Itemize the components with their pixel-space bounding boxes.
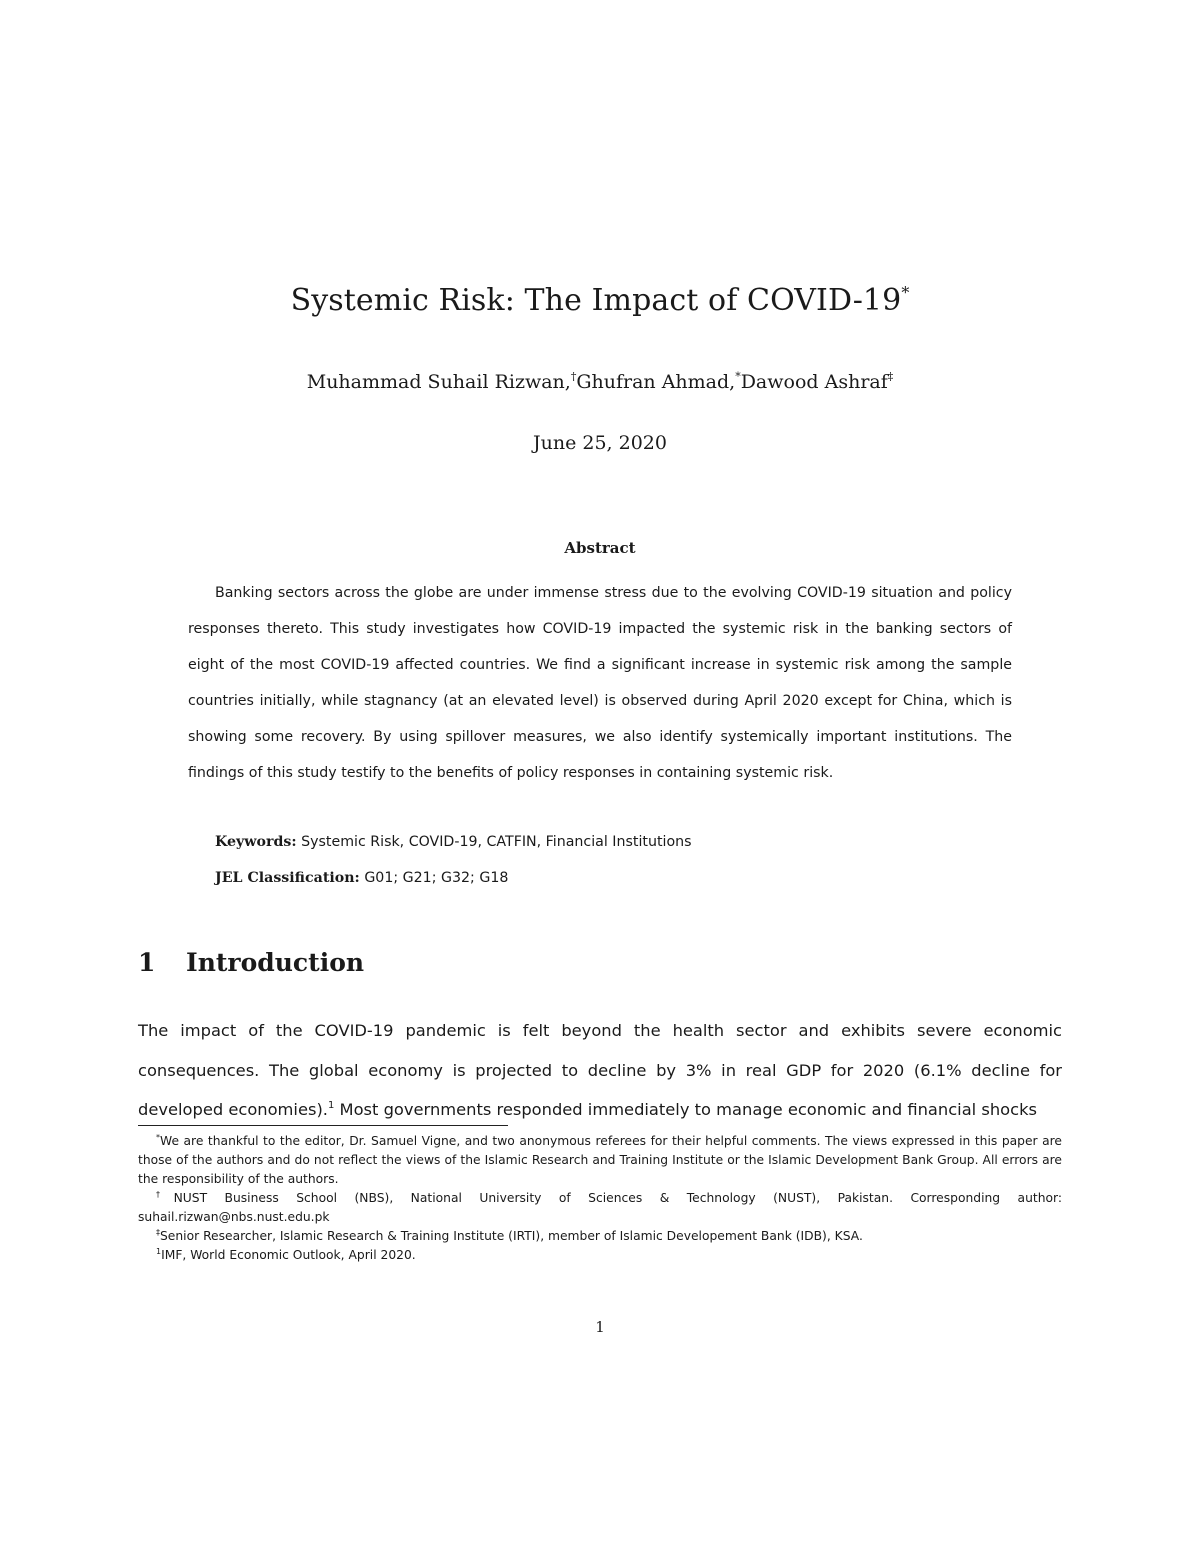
author-mark: ‡ (887, 370, 894, 383)
footnote-text: NUST Business School (NBS), National University of Sciences & Technology (NUST), Pakistan. Corresponding author: suhail.rizwan@nbs.nust.edu.pk (138, 1191, 1063, 1224)
footnote (138, 1227, 1062, 1246)
footnote-mark: * (156, 1133, 160, 1142)
author-list (0, 370, 1200, 393)
jel-label: JEL Classification: (215, 870, 360, 886)
intro-text: The impact of the COVID-19 pandemic is felt beyond the health sector and exhibits severe economic consequences. The global economy is projected to decline by 3% in real GDP for 2020 (6.1% decline for developed economies). (138, 1021, 1062, 1119)
footnote-mark: 1 (156, 1247, 162, 1256)
author-name: Muhammad Suhail Rizwan, (306, 371, 571, 393)
intro-text-continued: Most governments responded immediately to manage economic and financial shocks (334, 1100, 1037, 1119)
author-mark: † (570, 370, 577, 383)
footnote-rule (138, 1125, 508, 1126)
footnote-text: We are thankful to the editor, Dr. Samuel Vigne, and two anonymous referees for their helpful comments. The views expressed in this paper are those of the authors and do not reflect the views of the Islamic Research and Training Institute or the Islamic Development Bank Group. All errors are the responsibility of the authors. (138, 1134, 1062, 1186)
intro-paragraph (138, 1011, 1062, 1130)
footnote (138, 1189, 1062, 1227)
title-text: Systemic Risk: The Impact of COVID-19 (290, 283, 902, 318)
author-name: Ghufran Ahmad, (576, 371, 736, 393)
author-mark: * (735, 370, 741, 383)
footnote (138, 1132, 1062, 1189)
section-number: 1 (138, 948, 156, 977)
keywords-line (215, 834, 1015, 850)
title-footnote-mark: * (901, 283, 910, 302)
paper-title (0, 283, 1200, 318)
abstract-heading: Abstract (564, 539, 636, 557)
abstract-text: Banking sectors across the globe are under immense stress due to the evolving COVID-19 situation and policy responses thereto. This study investigates how COVID-19 impacted the systemic risk in the banking sectors of eight of the most COVID-19 affected countries. We find a significant increase in systemic risk among the sample countries initially, while stagnancy (at an elevated level) is observed during April 2020 except for China, which is showing some recovery. By using spillover measures, we also identify systemically important institutions. The findings of this study testify to the benefits of policy responses in containing systemic risk. (188, 585, 1012, 781)
author-name: Dawood Ashraf (740, 371, 888, 393)
footnote-mark: † (156, 1190, 174, 1199)
jel-line (215, 870, 1015, 886)
footnote-text: IMF, World Economic Outlook, April 2020. (161, 1248, 416, 1262)
footnote-text: Senior Researcher, Islamic Research & Training Institute (IRTI), member of Islamic Developement Bank (IDB), KSA. (160, 1229, 863, 1243)
section-heading-introduction (138, 948, 364, 977)
page-number: 1 (595, 1318, 605, 1336)
keywords-value: Systemic Risk, COVID-19, CATFIN, Financial Institutions (301, 834, 692, 850)
jel-value: G01; G21; G32; G18 (364, 870, 509, 886)
intro-footnote-mark: 1 (327, 1100, 335, 1111)
section-title: Introduction (186, 948, 365, 977)
footnote-mark: ‡ (156, 1228, 160, 1237)
keywords-label: Keywords: (215, 834, 297, 850)
paper-date: June 25, 2020 (533, 432, 667, 454)
footnote (138, 1246, 1062, 1265)
footnotes (138, 1132, 1062, 1265)
